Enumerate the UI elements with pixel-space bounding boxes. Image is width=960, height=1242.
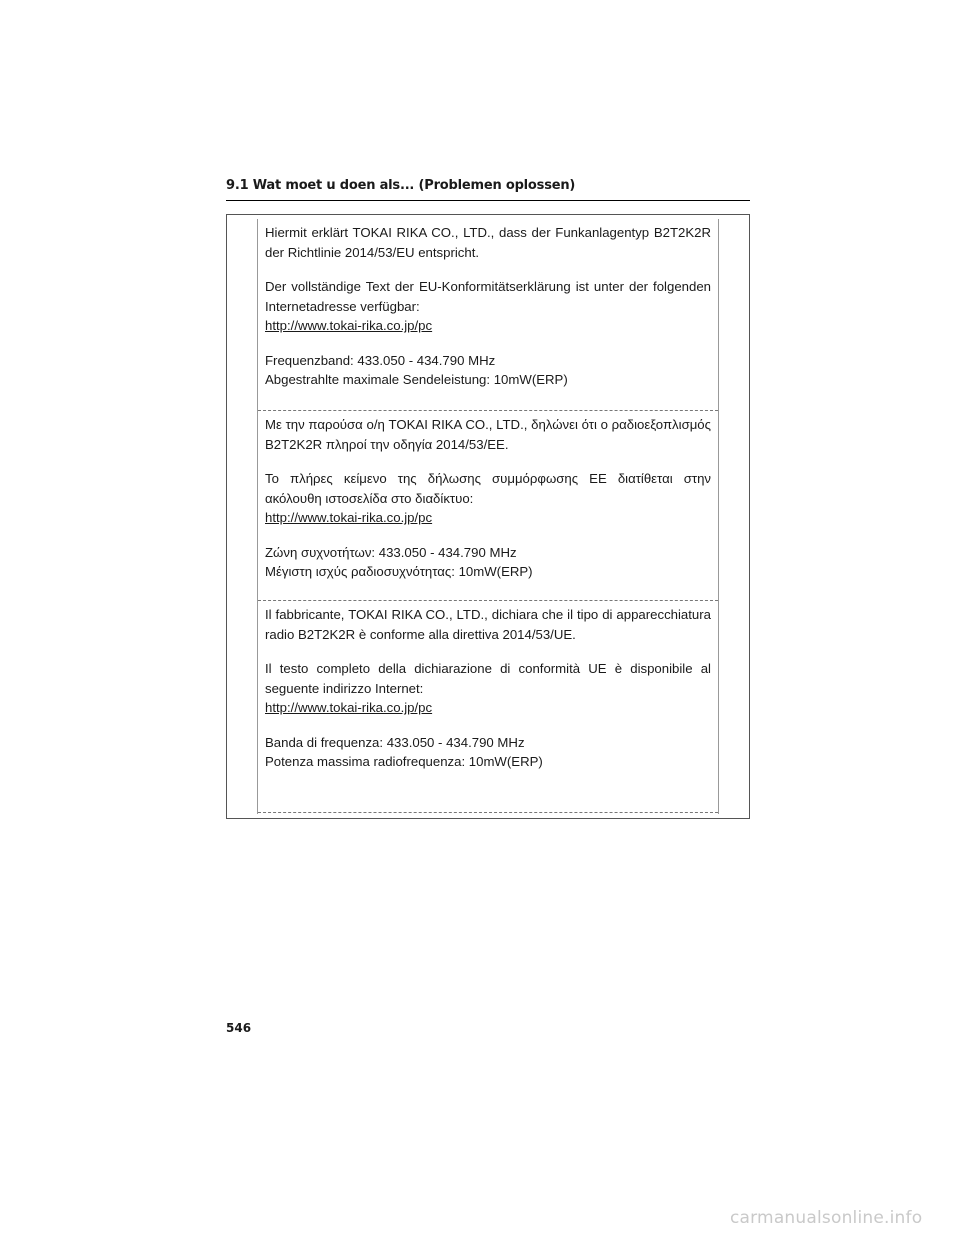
watermark: carmanualsonline.info	[730, 1208, 923, 1228]
declaration-statement: Με την παρούσα ο/η TOKAI RIKA CO., LTD., δηλώνει ότι ο ραδιοεξοπλισμός B2T2K2R πληροί την οδηγία 2014/53/ΕΕ.	[265, 417, 711, 452]
frequency-band: Frequenzband: 433.050 - 434.790 MHz	[265, 352, 496, 368]
frequency-band: Ζώνη συχνοτήτων: 433.050 - 434.790 MHz	[265, 544, 517, 560]
declaration-link[interactable]: http://www.tokai-rika.co.jp/pc	[265, 700, 433, 715]
declaration-link[interactable]: http://www.tokai-rika.co.jp/pc	[265, 510, 433, 525]
page-number: 546	[226, 1021, 252, 1035]
declaration-statement: Il fabbricante, TOKAI RIKA CO., LTD., dichiara che il tipo di apparecchiatura radio B2T2K2R è conforme alla direttiva 2014/53/UE.	[265, 607, 711, 642]
declaration-block-greek	[258, 411, 718, 601]
full-text-statement: Il testo completo della dichiarazione di conformità UE è disponibile al seguente indirizzo Internet:	[265, 661, 711, 696]
max-power: Μέγιστη ισχύς ραδιοσυχνότητας: 10mW(ERP)	[265, 564, 533, 579]
frequency-band: Banda di frequenza: 433.050 - 434.790 MHz	[265, 734, 525, 750]
section-title: 9.1 Wat moet u doen als... (Problemen oplossen)	[226, 178, 576, 193]
declaration-block-german	[258, 219, 718, 411]
declaration-table	[257, 219, 719, 814]
full-text-statement: Το πλήρες κείμενο της δήλωσης συμμόρφωσης ΕΕ διατίθεται στην ακόλουθη ιστοσελίδα στο διαδίκτυο:	[265, 471, 711, 506]
declaration-frame	[226, 214, 750, 819]
declaration-link[interactable]: http://www.tokai-rika.co.jp/pc	[265, 318, 433, 333]
full-text-statement: Der vollständige Text der EU-Konformitätserklärung ist unter der folgenden Internetadresse verfügbar:	[265, 279, 711, 314]
declaration-block-italian	[258, 601, 718, 813]
max-power: Abgestrahlte maximale Sendeleistung: 10mW(ERP)	[265, 372, 568, 387]
declaration-statement: Hiermit erklärt TOKAI RIKA CO., LTD., dass der Funkanlagentyp B2T2K2R der Richtlinie 2014/53/EU entspricht.	[265, 225, 711, 260]
max-power: Potenza massima radiofrequenza: 10mW(ERP)	[265, 754, 543, 769]
section-header	[226, 178, 750, 201]
